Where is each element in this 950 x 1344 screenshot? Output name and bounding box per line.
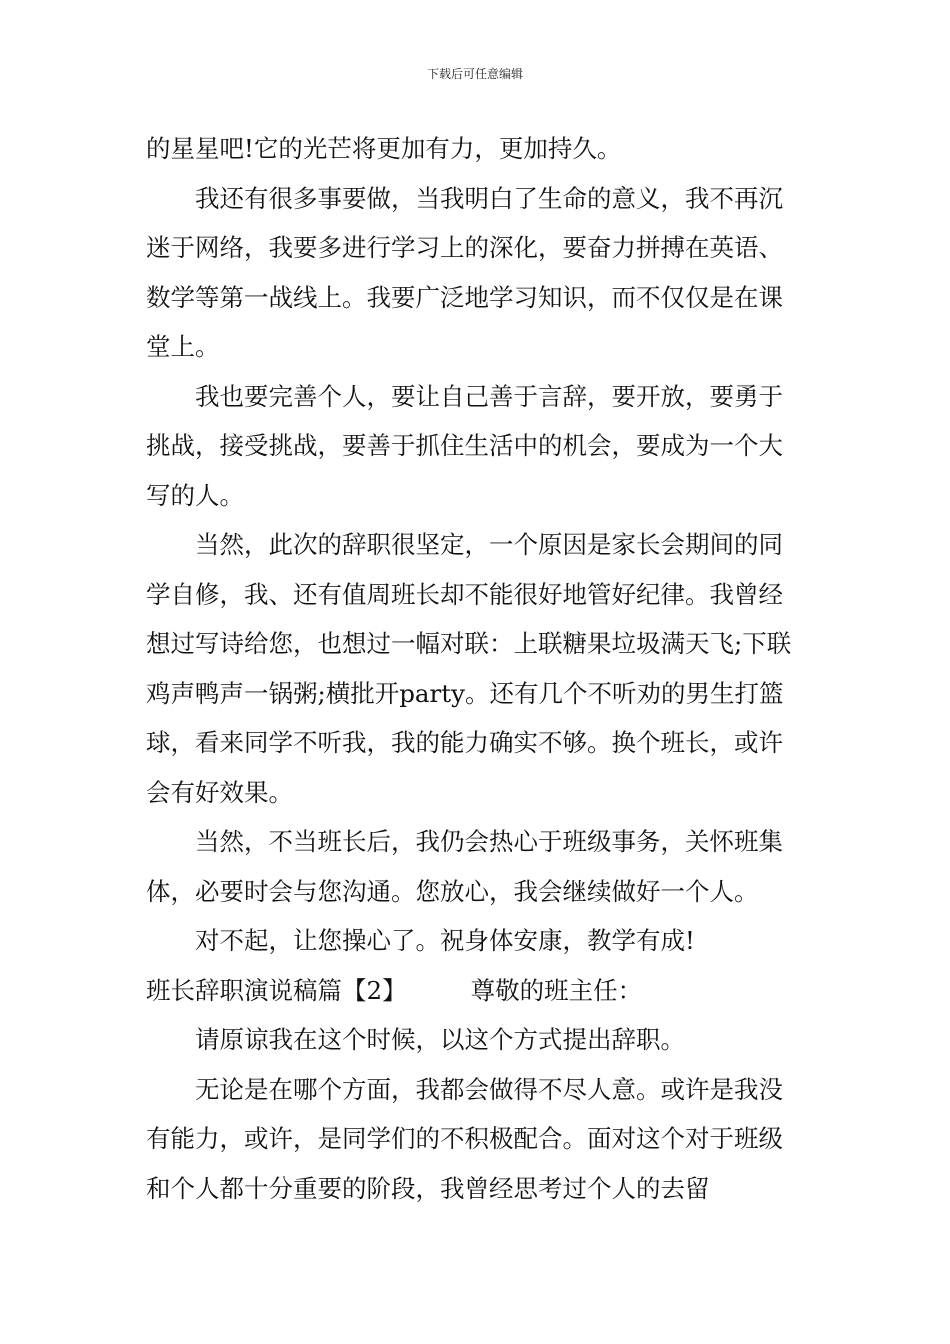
paragraph: 无论是在哪个方面，我都会做得不尽人意。或许是我没有能力，或许，是同学们的不积极配合。面对这个对于班级和个人都十分重要的阶段，我曾经思考过个人的去留 [146, 1074, 783, 1203]
page-header: 下载后可任意编辑 [426, 67, 523, 81]
paragraph: 当然，不当班长后，我仍会热心于班级事务，关怀班集体，必要时会与您沟通。您放心，我会继续做好一个人。 [146, 827, 783, 906]
paragraph: 我也要完善个人，要让自己善于言辞，要开放，要勇于挑战，接受挑战，要善于抓住生活中的机会，要成为一个大写的人。 [146, 381, 783, 510]
section-title: 班长辞职演说稿篇【2】 [146, 975, 407, 1005]
paragraph-continuation: 的星星吧!它的光芒将更加有力，更加持久。 [146, 134, 622, 163]
salutation: 尊敬的班主任： [470, 975, 643, 1005]
paragraph: 请原谅我在这个时候，以这个方式提出辞职。 [195, 1025, 685, 1054]
document-body [146, 124, 806, 1213]
paragraph: 对不起，让您操心了。祝身体安康，教学有成! [195, 926, 695, 955]
paragraph: 当然，此次的辞职很坚定，一个原因是家长会期间的同学自修，我、还有值周班长却不能很好地管好纪律。我曾经想过写诗给您，也想过一幅对联：上联糖果垃圾满天飞;下联鸡声鸭声一锅粥;横批开party。还有几个不听劝的男生打篮球，看来同学不听我，我的能力确实不够。换个班长，或许会有好效果。 [146, 530, 792, 807]
section-heading-line [146, 966, 806, 1016]
paragraph: 我还有很多事要做，当我明白了生命的意义，我不再沉迷于网络，我要多进行学习上的深化，要奋力拼搏在英语、数学等第一战线上。我要广泛地学习知识，而不仅仅是在课堂上。 [146, 183, 783, 361]
